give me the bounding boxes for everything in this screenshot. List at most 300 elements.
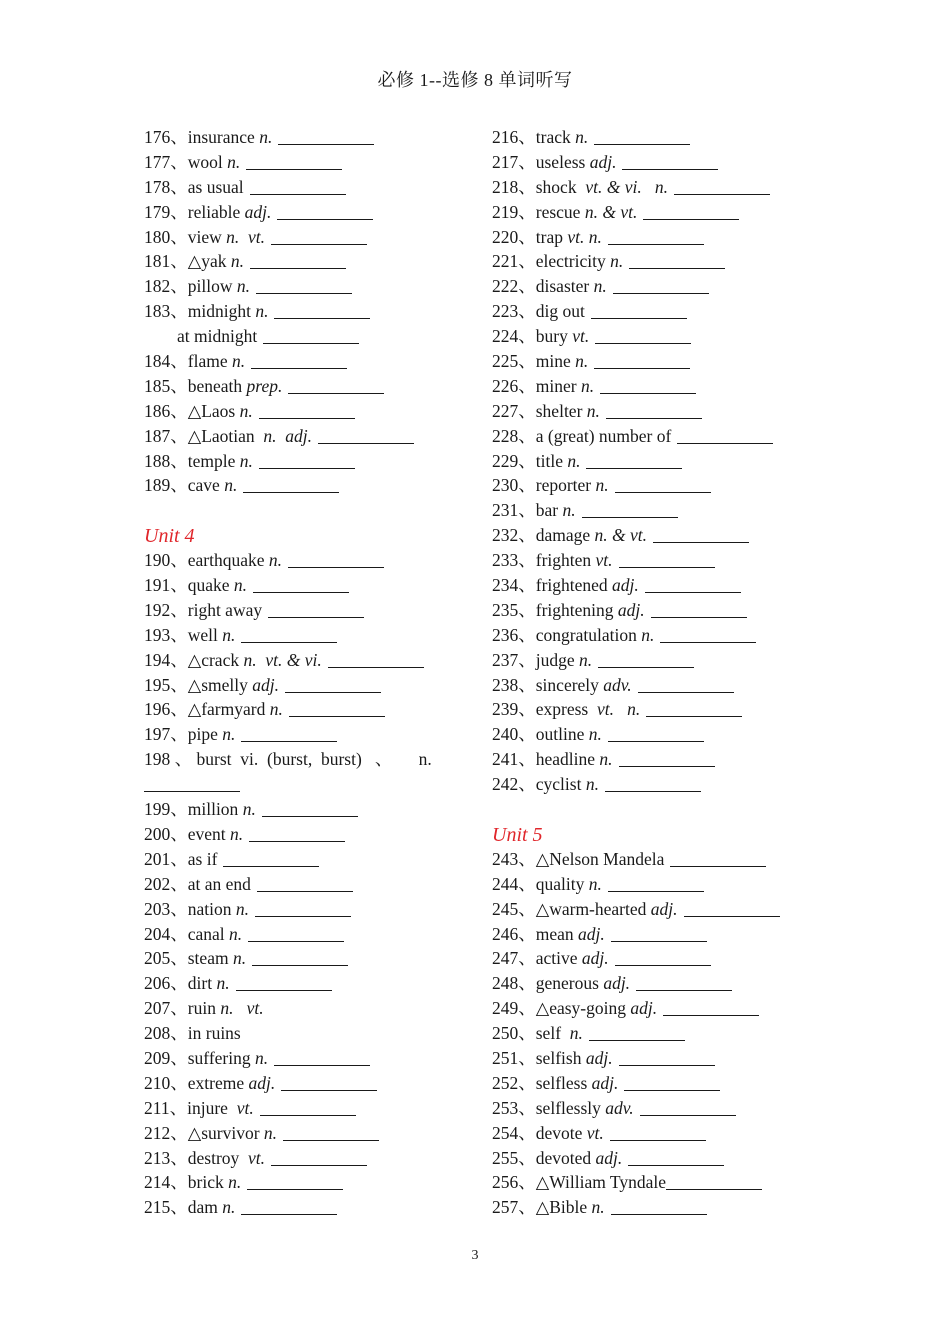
answer-blank — [582, 517, 678, 518]
answer-blank — [243, 492, 339, 493]
vocab-word: nation — [187, 898, 236, 919]
answer-blank — [638, 692, 734, 693]
vocab-line — [492, 498, 822, 523]
vocab-line — [492, 374, 822, 399]
right-column — [492, 125, 822, 1220]
item-number: 256 — [492, 1172, 519, 1193]
item-number: 233 — [492, 550, 519, 571]
item-number: 227 — [492, 400, 519, 421]
vocab-line — [144, 1071, 474, 1096]
vocab-line — [144, 897, 474, 922]
vocab-word: dirt — [187, 973, 217, 994]
item-number: 247 — [492, 948, 519, 969]
vocab-line — [492, 299, 822, 324]
part-of-speech: n. — [575, 351, 589, 372]
answer-blank — [594, 144, 690, 145]
vocab-line — [492, 125, 822, 150]
answer-blank — [674, 194, 770, 195]
item-number: 240 — [492, 724, 519, 745]
part-of-speech: n. — [216, 973, 230, 994]
item-separator: 、 — [170, 301, 188, 322]
part-of-speech: vt. — [595, 550, 613, 571]
vocab-line — [492, 249, 822, 274]
answer-blank — [619, 567, 715, 568]
item-separator: 、 — [518, 176, 536, 197]
item-number: 236 — [492, 624, 519, 645]
part-of-speech: n. & vt. — [594, 525, 648, 546]
vocab-line — [492, 399, 822, 424]
vocab-word: suffering — [187, 1047, 255, 1068]
item-separator: 、 — [518, 649, 536, 670]
vocab-line — [492, 449, 822, 474]
item-number: 192 — [144, 599, 171, 620]
item-number: 212 — [144, 1122, 171, 1143]
vocab-word: mine — [535, 351, 576, 372]
item-separator: 、 — [170, 674, 188, 695]
vocab-word: trap — [535, 226, 568, 247]
item-separator: 、 — [518, 774, 536, 795]
vocab-line — [144, 249, 474, 274]
item-separator: 、 — [518, 550, 536, 571]
vocab-word: bar — [535, 500, 563, 521]
item-separator: 、 — [518, 301, 536, 322]
part-of-speech: adv. — [605, 1097, 634, 1118]
item-separator: 、 — [518, 724, 536, 745]
part-of-speech: n. — [224, 475, 238, 496]
item-number: 202 — [144, 873, 171, 894]
item-number: 234 — [492, 575, 519, 596]
answer-blank — [610, 1140, 706, 1141]
answer-blank — [591, 318, 687, 319]
vocab-word: sincerely — [535, 674, 604, 695]
item-separator: 、 — [518, 599, 536, 620]
item-separator: 、 — [518, 1147, 536, 1168]
vocab-word: million — [187, 799, 243, 820]
part-of-speech: adj. — [591, 1072, 619, 1093]
answer-blank — [328, 667, 424, 668]
item-separator: 、 — [518, 425, 536, 446]
vocab-line — [144, 648, 474, 673]
item-separator: 、 — [170, 923, 188, 944]
vocab-line — [144, 324, 474, 349]
item-separator: 、 — [170, 276, 188, 297]
item-number: 254 — [492, 1122, 519, 1143]
vocab-word: well — [187, 624, 223, 645]
part-of-speech: adj. — [578, 923, 605, 944]
vocab-word: outline — [535, 724, 589, 745]
item-number: 225 — [492, 351, 519, 372]
part-of-speech: n. vt. & vi. — [243, 649, 322, 670]
vocab-word: injure — [187, 1097, 237, 1118]
vocab-line — [144, 822, 474, 847]
item-number: 195 — [144, 674, 171, 695]
item-separator: 、 — [518, 475, 536, 496]
item-separator: 、 — [170, 375, 188, 396]
vocab-line — [144, 299, 474, 324]
part-of-speech: n. — [222, 1197, 236, 1218]
item-separator: 、 — [170, 351, 188, 372]
item-separator: 、 — [518, 699, 536, 720]
part-of-speech: vt. — [248, 1147, 266, 1168]
item-separator: 、 — [518, 400, 536, 421]
item-separator: 、 — [518, 973, 536, 994]
item-separator: 、 — [170, 898, 188, 919]
item-number: 238 — [492, 674, 519, 695]
part-of-speech: n. — [232, 948, 247, 969]
part-of-speech: n. — [580, 375, 595, 396]
vocab-line — [144, 1021, 474, 1046]
item-number: 200 — [144, 823, 171, 844]
item-number: 251 — [492, 1047, 519, 1068]
part-of-speech: n. — [242, 799, 256, 820]
vocab-word: △crack — [187, 649, 244, 670]
item-separator: 、 — [170, 799, 188, 820]
vocab-word: view — [187, 226, 227, 247]
item-separator: 、 — [518, 375, 536, 396]
vocab-line — [144, 697, 474, 722]
vocab-line — [144, 225, 474, 250]
part-of-speech: n. adj. — [263, 425, 313, 446]
item-number: 203 — [144, 898, 171, 919]
vocab-line — [144, 598, 474, 623]
vocab-word: steam — [187, 948, 233, 969]
item-separator: 、 — [170, 1172, 188, 1193]
part-of-speech: n. — [585, 774, 599, 795]
item-separator: 、 — [518, 500, 536, 521]
vocab-word: frightening — [535, 599, 618, 620]
item-number: 191 — [144, 575, 171, 596]
vocab-line — [492, 648, 822, 673]
answer-blank — [223, 866, 319, 867]
answer-blank — [250, 194, 346, 195]
vocab-word: beneath — [187, 375, 247, 396]
answer-blank — [271, 1165, 367, 1166]
answer-blank — [615, 965, 711, 966]
answer-blank — [645, 592, 741, 593]
part-of-speech: n. — [567, 450, 581, 471]
vocab-line — [492, 922, 822, 947]
item-number: 217 — [492, 151, 519, 172]
item-number: 180 — [144, 226, 171, 247]
answer-blank — [241, 741, 337, 742]
part-of-speech: n. — [579, 649, 593, 670]
vocab-word: disaster — [535, 276, 594, 297]
item-number: 182 — [144, 276, 171, 297]
answer-blank — [586, 468, 682, 469]
item-separator: 、 — [170, 201, 188, 222]
item-separator: 、 — [170, 624, 188, 645]
vocab-line — [144, 424, 474, 449]
item-separator: 、 — [518, 1023, 536, 1044]
item-number: 205 — [144, 948, 171, 969]
vocab-word: as if — [187, 848, 218, 869]
vocab-line — [492, 847, 822, 872]
part-of-speech: adj. — [581, 948, 609, 969]
item-number: 230 — [492, 475, 519, 496]
vocab-word: devote — [535, 1122, 587, 1143]
answer-blank — [259, 468, 355, 469]
answer-blank — [253, 592, 349, 593]
vocab-word: cyclist — [535, 774, 586, 795]
answer-blank — [277, 219, 373, 220]
item-number: 228 — [492, 425, 519, 446]
answer-blank — [318, 443, 414, 444]
item-separator: 、 — [170, 973, 188, 994]
answer-blank — [274, 318, 370, 319]
vocab-line — [144, 1170, 474, 1195]
vocab-line — [492, 349, 822, 374]
part-of-speech: n. — [610, 251, 624, 272]
item-separator: 、 — [518, 898, 536, 919]
item-number: 193 — [144, 624, 171, 645]
vocab-line — [144, 150, 474, 175]
item-number: 198 — [144, 749, 171, 770]
answer-blank — [278, 144, 374, 145]
part-of-speech: n. — [228, 1172, 242, 1193]
item-number: 186 — [144, 400, 171, 421]
part-of-speech: n. — [591, 1197, 605, 1218]
vocab-word: extreme — [187, 1072, 249, 1093]
item-number: 248 — [492, 973, 519, 994]
item-number: 249 — [492, 998, 519, 1019]
item-number: 223 — [492, 301, 519, 322]
answer-blank — [241, 1214, 337, 1215]
answer-blank — [288, 393, 384, 394]
answer-blank — [622, 169, 718, 170]
answer-blank — [615, 492, 711, 493]
item-separator: 、 — [518, 1172, 536, 1193]
part-of-speech: n. — [230, 251, 244, 272]
answer-blank — [605, 791, 701, 792]
answer-blank — [283, 1140, 379, 1141]
vocab-word: quality — [535, 873, 589, 894]
vocab-word: miner — [535, 375, 581, 396]
item-number: 206 — [144, 973, 171, 994]
vocab-word: right away — [187, 599, 263, 620]
item-number: 257 — [492, 1197, 519, 1218]
item-number: 252 — [492, 1072, 519, 1093]
vocab-line — [144, 1146, 474, 1171]
item-separator: 、 — [169, 1097, 188, 1118]
answer-blank — [608, 891, 704, 892]
item-separator: 、 — [170, 1197, 188, 1218]
part-of-speech: n. vt. — [226, 226, 266, 247]
item-separator: 、 — [170, 151, 188, 172]
answer-blank — [629, 268, 725, 269]
item-number: 211 — [144, 1097, 170, 1118]
vocab-line — [144, 125, 474, 150]
item-number: 244 — [492, 873, 519, 894]
item-separator: 、 — [170, 599, 188, 620]
answer-blank — [288, 567, 384, 568]
vocab-word: shock — [535, 176, 586, 197]
part-of-speech: n. — [236, 276, 250, 297]
part-of-speech: n. — [588, 873, 602, 894]
vocab-line — [144, 797, 474, 822]
item-number: 243 — [492, 848, 519, 869]
answer-blank — [594, 368, 690, 369]
answer-blank — [251, 368, 347, 369]
vocab-word: destroy — [187, 1147, 249, 1168]
vocab-line — [144, 548, 474, 573]
item-number: 185 — [144, 375, 171, 396]
unit-heading: Unit 4 — [144, 525, 195, 548]
vocab-word: a (great) number of — [535, 425, 672, 446]
vocab-word: burst vi. (burst, burst) 、 n. — [196, 749, 432, 770]
part-of-speech: adj. — [248, 1072, 276, 1093]
item-separator: 、 — [170, 575, 188, 596]
item-separator: 、 — [170, 550, 188, 571]
vocab-word: △warm-hearted — [535, 898, 651, 919]
vocab-line — [144, 399, 474, 424]
item-number: 201 — [144, 848, 171, 869]
vocab-word: △Bible — [535, 1197, 592, 1218]
item-separator: 、 — [518, 127, 536, 147]
item-number: 190 — [144, 550, 171, 571]
vocab-line — [492, 996, 822, 1021]
answer-blank — [619, 1065, 715, 1066]
item-number: 245 — [492, 898, 519, 919]
item-separator: 、 — [170, 127, 188, 147]
vocab-word: flame — [187, 351, 232, 372]
vocab-line — [492, 1071, 822, 1096]
vocab-word: express — [535, 699, 597, 720]
answer-blank — [670, 866, 766, 867]
vocab-line — [144, 971, 474, 996]
vocab-line — [144, 374, 474, 399]
part-of-speech: n. — [229, 923, 243, 944]
item-number: 176 — [144, 127, 171, 147]
answer-blank — [684, 916, 780, 917]
vocab-line — [492, 1046, 822, 1071]
vocab-word: frighten — [535, 550, 596, 571]
item-separator: 、 — [170, 251, 188, 272]
vocab-line — [492, 473, 822, 498]
vocab-word: pillow — [187, 276, 237, 297]
item-number: 246 — [492, 923, 519, 944]
item-separator: 、 — [170, 425, 188, 446]
answer-blank — [248, 941, 344, 942]
answer-blank — [241, 642, 337, 643]
item-separator: 、 — [170, 1023, 188, 1044]
vocab-word: active — [535, 948, 582, 969]
part-of-speech: vt. n. — [596, 699, 641, 720]
answer-blank — [608, 244, 704, 245]
part-of-speech: adj. — [244, 201, 272, 222]
vocab-word: rescue — [535, 201, 585, 222]
part-of-speech: n. — [595, 475, 609, 496]
vocab-line — [492, 324, 822, 349]
item-number: 214 — [144, 1172, 171, 1193]
item-separator: 、 — [170, 948, 188, 969]
answer-blank — [611, 941, 707, 942]
vocab-word: △smelly — [187, 674, 253, 695]
vocab-word: event — [187, 823, 231, 844]
vocab-word: title — [535, 450, 568, 471]
part-of-speech: vt. — [572, 326, 590, 347]
item-number: 220 — [492, 226, 519, 247]
item-number: 222 — [492, 276, 519, 297]
vocab-line — [144, 847, 474, 872]
vocab-line — [492, 697, 822, 722]
vocab-word: damage — [535, 525, 595, 546]
vocab-line — [492, 175, 822, 200]
item-separator: 、 — [170, 450, 188, 471]
item-number: 209 — [144, 1047, 171, 1068]
answer-blank — [289, 716, 385, 717]
vocab-word: ruin — [187, 998, 221, 1019]
vocab-word: selfless — [535, 1072, 592, 1093]
item-separator: 、 — [170, 1072, 188, 1093]
part-of-speech: adj. — [612, 575, 639, 596]
vocab-line — [144, 872, 474, 897]
item-separator: 、 — [170, 873, 188, 894]
part-of-speech: n. — [230, 823, 244, 844]
answer-blank — [246, 169, 342, 170]
vocab-word: wool — [187, 151, 228, 172]
vocab-word: reporter — [535, 475, 596, 496]
item-number: 231 — [492, 500, 519, 521]
vocab-line — [492, 150, 822, 175]
item-number: 199 — [144, 799, 171, 820]
part-of-speech: n. — [227, 151, 241, 172]
vocab-line — [492, 1096, 822, 1121]
answer-blank — [274, 1065, 370, 1066]
vocab-line — [492, 872, 822, 897]
vocab-line — [144, 1096, 474, 1121]
vocab-line — [492, 1195, 822, 1220]
part-of-speech: vt. — [236, 1097, 254, 1118]
unit-heading: Unit 5 — [492, 823, 543, 846]
answer-blank — [249, 841, 345, 842]
part-of-speech: n. — [268, 550, 283, 571]
vocab-line — [144, 996, 474, 1021]
item-number: 224 — [492, 326, 519, 347]
answer-blank — [611, 1214, 707, 1215]
answer-blank — [608, 741, 704, 742]
item-number: 253 — [492, 1097, 519, 1118]
vocab-word: devoted — [535, 1147, 596, 1168]
part-of-speech: n. — [586, 400, 600, 421]
vocab-word: judge — [535, 649, 580, 670]
section-gap — [144, 498, 474, 523]
item-separator: 、 — [518, 326, 536, 347]
vocab-line — [144, 623, 474, 648]
item-number: 177 — [144, 151, 171, 172]
answer-blank — [595, 343, 691, 344]
part-of-speech: n. — [231, 351, 246, 372]
item-separator: 、 — [170, 699, 188, 720]
part-of-speech: adj. — [630, 998, 658, 1019]
item-number: 213 — [144, 1147, 171, 1168]
vocab-word: midnight — [187, 301, 256, 322]
item-separator: 、 — [170, 1147, 188, 1168]
vocab-line — [492, 623, 822, 648]
vocab-line — [144, 349, 474, 374]
vocab-word: △Laotian — [187, 425, 264, 446]
part-of-speech: adj. — [252, 674, 279, 695]
vocab-word: earthquake — [187, 550, 269, 571]
vocab-line — [492, 772, 822, 797]
vocab-line — [144, 449, 474, 474]
answer-blank — [600, 393, 696, 394]
part-of-speech: vt. & vi. n. — [585, 176, 668, 197]
item-separator: 、 — [518, 948, 536, 969]
item-number: 250 — [492, 1023, 519, 1044]
part-of-speech: n. — [641, 624, 655, 645]
item-separator: 、 — [518, 1197, 536, 1218]
part-of-speech: n. vt. — [220, 998, 264, 1019]
